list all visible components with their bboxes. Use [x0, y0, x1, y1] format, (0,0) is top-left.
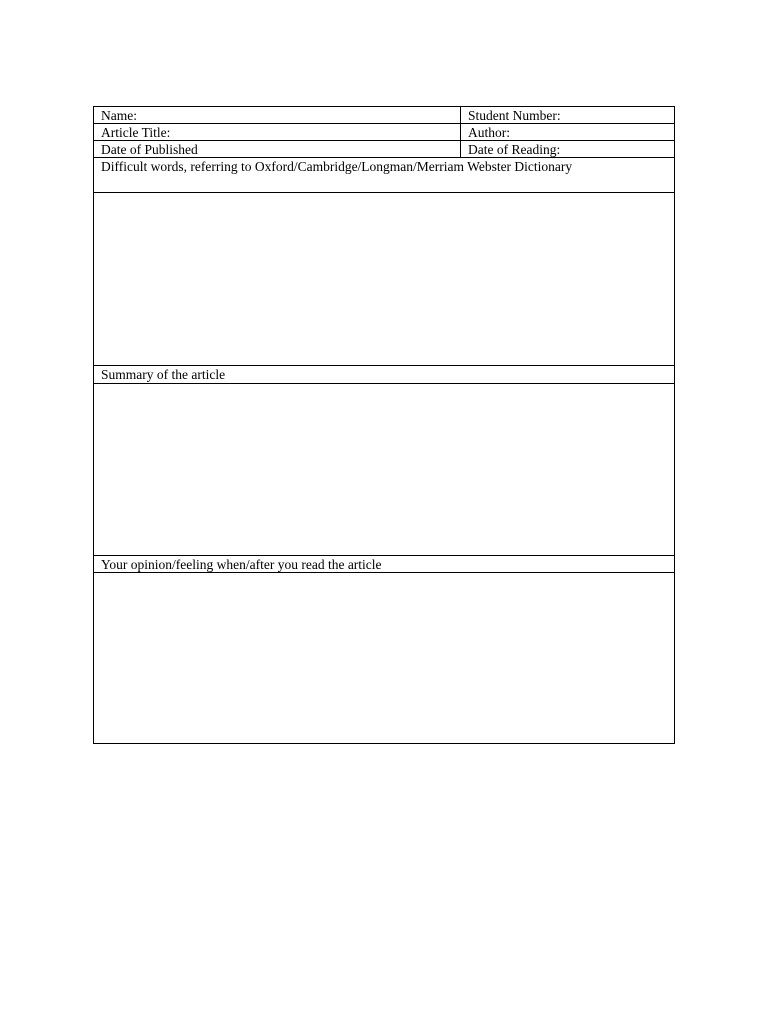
summary-answer-row [94, 384, 674, 556]
student-number-label: Student Number: [468, 108, 561, 123]
date-reading-label: Date of Reading: [468, 142, 561, 157]
dates-row [94, 141, 674, 158]
difficult-words-answer-row [94, 193, 674, 366]
author-label: Author: [468, 125, 510, 140]
difficult-words-header [94, 158, 674, 192]
name-field[interactable] [94, 107, 461, 123]
article-title-field[interactable] [94, 124, 461, 140]
difficult-words-header-row [94, 158, 674, 193]
name-row [94, 107, 674, 124]
date-reading-field[interactable] [461, 141, 674, 157]
summary-answer-box[interactable] [94, 384, 674, 555]
opinion-label: Your opinion/feeling when/after you read the article [101, 557, 382, 572]
date-published-label: Date of Published [101, 142, 198, 157]
student-number-field[interactable] [461, 107, 674, 123]
opinion-header-row [94, 556, 674, 573]
summary-header-row [94, 366, 674, 384]
difficult-words-answer-box[interactable] [94, 193, 674, 365]
difficult-words-label: Difficult words, referring to Oxford/Cambridge/Longman/Merriam Webster Dictionary [101, 159, 573, 174]
article-title-label: Article Title: [101, 125, 171, 140]
author-field[interactable] [461, 124, 674, 140]
article-title-row [94, 124, 674, 141]
summary-label: Summary of the article [101, 367, 226, 382]
summary-header [94, 366, 674, 383]
name-label: Name: [101, 108, 137, 123]
reading-report-form [93, 106, 675, 744]
opinion-header [94, 556, 674, 572]
date-published-field[interactable] [94, 141, 461, 157]
